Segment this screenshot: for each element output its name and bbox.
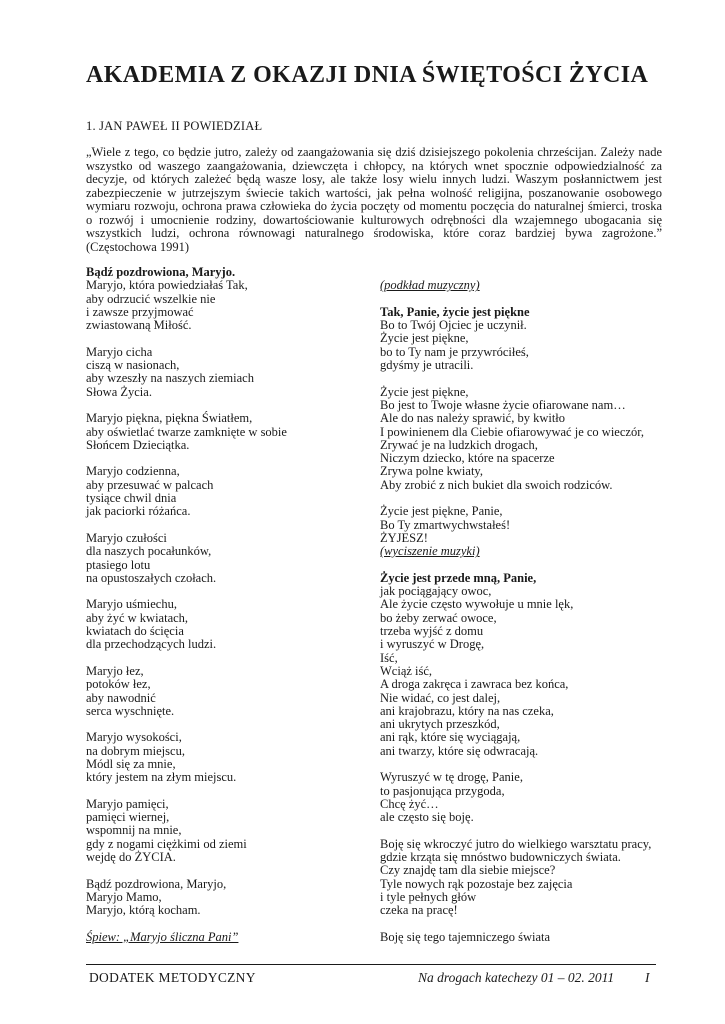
footer-divider xyxy=(86,964,656,965)
verse-line: Tyle nowych rąk pozostaje bez zajęcia xyxy=(380,876,573,891)
verse-line: Bądź pozdrowiona, Maryjo. xyxy=(86,265,236,279)
verse-line: Ale do nas należy sprawić, by kwitło xyxy=(380,411,566,426)
verse-line: Zrywać je na ludzkich drogach, xyxy=(380,437,538,452)
verse-line: Maryjo czułości xyxy=(86,530,167,545)
verse-line: potoków łez, xyxy=(86,677,151,692)
verse-line: ale często się boję. xyxy=(380,810,474,825)
verse-line: aby przesuwać w palcach xyxy=(86,477,214,492)
verse-line: aby odrzucić wszelkie nie xyxy=(86,291,216,306)
verse-line: gdyśmy je utracili. xyxy=(380,358,474,373)
verse-line: jak paciorki różańca. xyxy=(86,504,191,519)
stanza xyxy=(380,572,680,758)
verse-line: gdzie krząta się mnóstwo budowniczych świata. xyxy=(380,850,621,865)
footer-page-number: I xyxy=(645,970,650,985)
verse-line: Maryjo łez, xyxy=(86,663,144,678)
stanza xyxy=(86,532,366,585)
verse-line: trzeba wyjść z domu xyxy=(380,624,484,639)
verse-line: ptasiego lotu xyxy=(86,557,151,572)
verse-line: Życie jest piękne, Panie, xyxy=(380,504,503,519)
verse-line: wejdę do ŻYCIA. xyxy=(86,850,176,865)
verse-line: Ale życie często wywołuje u mnie lęk, xyxy=(380,597,574,612)
verse-line: Maryjo wysokości, xyxy=(86,730,182,745)
stanza xyxy=(86,346,366,399)
verse-line: Maryjo piękna, piękna Światłem, xyxy=(86,411,253,426)
verse-line: Bo to Twój Ojciec je uczynił. xyxy=(380,318,527,333)
stanza xyxy=(380,505,680,558)
stanza xyxy=(380,386,680,492)
verse-line: bo to Ty nam je przywróciłeś, xyxy=(380,344,529,359)
stanza xyxy=(380,931,680,944)
verse-line: aby żyć w kwiatach, xyxy=(86,610,189,625)
verse-line: jak pociągający owoc, xyxy=(380,584,492,599)
stanza xyxy=(380,838,680,918)
verse-line: ani twarzy, które się odwracają. xyxy=(380,743,539,758)
verse-line: ciszą w nasionach, xyxy=(86,358,180,373)
verse-line: ani rąk, które się wyciągają, xyxy=(380,730,521,745)
verse-line: aby nawodnić xyxy=(86,690,156,705)
verse-line: Bo Ty zmartwychwstałeś! xyxy=(380,517,511,532)
verse-line: Czy znajdę tam dla siebie miejsce? xyxy=(380,863,556,878)
verse-line: wspomnij na mnie, xyxy=(86,823,182,838)
verse-line: Módl się za mnie, xyxy=(86,756,176,771)
verse-line: Maryjo cicha xyxy=(86,344,153,359)
verse-line: kwiatach do ścięcia xyxy=(86,624,184,639)
stanza xyxy=(86,412,366,452)
verse-line: Maryjo, którą kocham. xyxy=(86,903,201,918)
stanza xyxy=(86,931,366,944)
stanza xyxy=(86,878,366,918)
verse-line: Bądź pozdrowiona, Maryjo, xyxy=(86,876,227,891)
verse-line: Maryjo codzienna, xyxy=(86,464,180,479)
verse-line: Tak, Panie, życie jest piękne xyxy=(380,304,530,319)
stanza xyxy=(86,665,366,718)
section-heading: 1. JAN PAWEŁ II POWIEDZIAŁ xyxy=(86,119,263,133)
footer-issue: Na drogach katechezy 01 – 02. 2011 xyxy=(418,970,615,985)
verse-line: Maryjo pamięci, xyxy=(86,796,169,811)
verse-line: Śpiew: „Maryjo śliczna Pani” xyxy=(86,929,239,944)
verse-line: i wyruszyć w Drogę, xyxy=(380,637,485,652)
quote-paragraph: „Wiele z tego, co będzie jutro, zależy od zaangażowania się dziś dzisiejszego pokolenia chrześcijan. Zależy nade wszystko od waszego zaangażowania, dziewczęta i chłopcy, na których wnet spocznie odpowiedzialność za decyzje, od których zależeć będą wasze losy, ale także losy wielu innych ludzi. Waszym posłannictwem jest zabezpieczenie w jutrzejszym świecie takich wartości, jak pełna wolność religijna, poszanowanie osobowego wymiaru rozwoju, ochrona prawa człowieka do życia poczęty od momentu poczęcia do naturalnej śmierci, troska o rozwój i umocnienie rodziny, dowartościowanie kulturowych odrębności dla wzajemnego ubogacania się wszystkich ludzi, ochrona równowagi naturalnego środowiska, które coraz bardziej bywa zagrożone.” (Częstochowa 1991) xyxy=(86,145,662,254)
verse-line: Wyruszyć w tę drogę, Panie, xyxy=(380,770,523,785)
verse-line: Maryjo Mamo, xyxy=(86,889,162,904)
verse-line: Nie widać, co jest dalej, xyxy=(380,690,501,705)
page-title: AKADEMIA Z OKAZJI DNIA ŚWIĘTOŚCI ŻYCIA xyxy=(86,62,649,88)
verse-line: bo żeby zerwać owoce, xyxy=(380,610,497,625)
verse-line: Zrywa polne kwiaty, xyxy=(380,464,483,479)
verse-line: Życie jest przede mną, Panie, xyxy=(380,570,537,585)
verse-line: i zawsze przyjmować xyxy=(86,304,194,319)
stanza xyxy=(86,598,366,651)
verse-line: ŻYJESZ! xyxy=(380,530,428,545)
verse-line: Bo jest to Twoje własne życie ofiarowane nam… xyxy=(380,397,626,412)
stanza xyxy=(86,731,366,784)
verse-line: to pasjonująca przygoda, xyxy=(380,783,505,798)
verse-line: Słowa Życia. xyxy=(86,384,152,399)
stanza xyxy=(380,306,680,372)
verse-line: Niczym dziecko, które na spacerze xyxy=(380,451,555,466)
verse-line: aby wzeszły na naszych ziemiach xyxy=(86,371,254,386)
verse-line: aby oświetlać twarze zamknięte w sobie xyxy=(86,424,287,439)
verse-line: ani ukrytych przeszkód, xyxy=(380,717,500,732)
verse-line: Wciąż iść, xyxy=(380,663,433,678)
verse-line: Maryjo, która powiedziałaś Tak, xyxy=(86,278,248,293)
verse-line: Chcę żyć… xyxy=(380,796,439,811)
verse-line: (podkład muzyczny) xyxy=(380,278,480,293)
left-column xyxy=(86,266,366,957)
verse-line: na dobrym miejscu, xyxy=(86,743,185,758)
verse-line: Życie jest piękne, xyxy=(380,384,469,399)
verse-line: Boję się tego tajemniczego świata xyxy=(380,929,551,944)
verse-line: Słońcem Dzieciątka. xyxy=(86,437,190,452)
right-column xyxy=(380,266,680,957)
verse-line: zwiastowaną Miłość. xyxy=(86,318,192,333)
verse-line: który jestem na złym miejscu. xyxy=(86,770,237,785)
verse-line: A droga zakręca i zawraca bez końca, xyxy=(380,677,569,692)
stanza xyxy=(380,771,680,824)
verse-line: Iść, xyxy=(380,650,398,665)
footer-publication-section: DODATEK METODYCZNY xyxy=(89,970,256,985)
verse-line: pamięci wiernej, xyxy=(86,810,170,825)
stanza xyxy=(86,465,366,518)
verse-line: na opustoszałych czołach. xyxy=(86,570,217,585)
stanza xyxy=(380,279,680,292)
verse-line: Maryjo uśmiechu, xyxy=(86,597,177,612)
verse-line: czeka na pracę! xyxy=(380,903,458,918)
stanza xyxy=(86,798,366,864)
stanza xyxy=(86,266,366,332)
verse-line: tysiące chwil dnia xyxy=(86,491,177,506)
verse-line: Życie jest piękne, xyxy=(380,331,469,346)
verse-line: (wyciszenie muzyki) xyxy=(380,544,480,559)
verse-line: dla naszych pocałunków, xyxy=(86,544,212,559)
verse-line: Boję się wkroczyć jutro do wielkiego warsztatu pracy, xyxy=(380,836,652,851)
verse-line: i tyle pełnych głów xyxy=(380,889,477,904)
verse-line: I powinienem dla Ciebie ofiarowywać je co wieczór, xyxy=(380,424,644,439)
verse-line: gdy z nogami ciężkimi od ziemi xyxy=(86,836,247,851)
verse-line: Aby zrobić z nich bukiet dla swoich rodziców. xyxy=(380,477,613,492)
verse-line: ani krajobrazu, który na nas czeka, xyxy=(380,703,554,718)
verse-line: dla przechodzących ludzi. xyxy=(86,637,217,652)
verse-line: serca wyschnięte. xyxy=(86,703,175,718)
